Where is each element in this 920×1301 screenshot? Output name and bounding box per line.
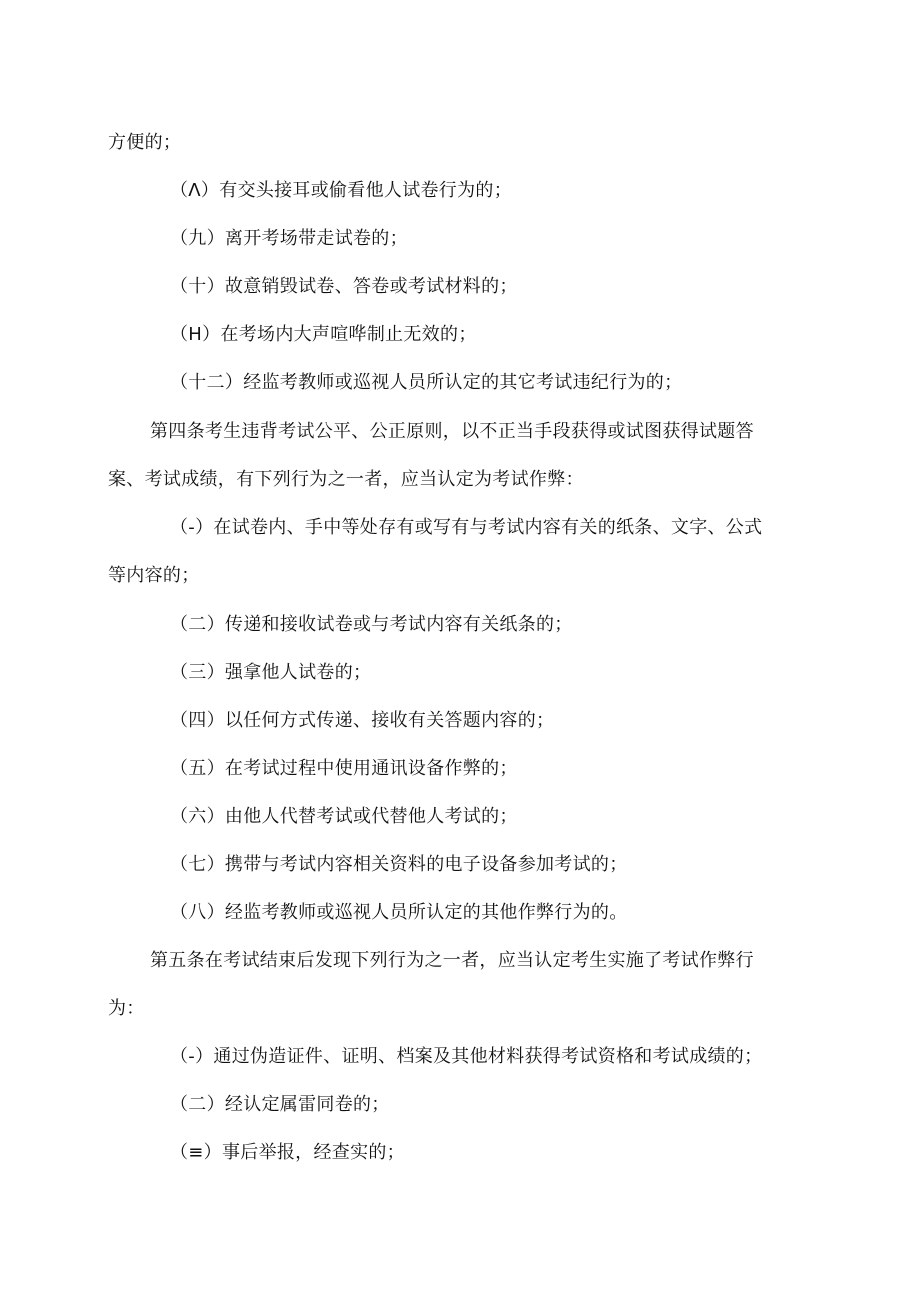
list-item: （六）由他人代替考试或代替他人考试的； [170,806,518,827]
list-item: （七）携带与考试内容相关资料的电子设备参加考试的； [170,854,628,875]
text-line: 为： [108,998,145,1019]
list-item: （八）经监考教师或巡视人员所认定的其他作弊行为的。 [170,902,628,923]
list-item: （九）离开考场带走试卷的； [170,228,408,249]
article-five-paragraph: 第五条在考试结束后发现下列行为之一者，应当认定考生实施了考试作弊行 [150,950,754,971]
list-item: （十）故意销毁试卷、答卷或考试材料的； [170,276,518,297]
list-item: （-）在试卷内、手中等处存有或写有与考试内容有关的纸条、文字、公式 [170,517,763,538]
text-line: 等内容的； [108,565,200,586]
list-item: （H）在考场内大声喧哗制止无效的； [170,324,477,345]
list-item: （四）以任何方式传递、接收有关答题内容的； [170,710,555,731]
list-item: （二）传递和接收试卷或与考试内容有关纸条的； [170,614,573,635]
list-item: （三）强拿他人试卷的； [170,662,372,683]
list-item: （五）在考试过程中使用通讯设备作弊的； [170,758,518,779]
text-line: 案、考试成绩，有下列行为之一者，应当认定为考试作弊： [108,469,584,490]
list-item: （-）通过伪造证件、证明、档案及其他材料获得考试资格和考试成绩的； [170,1046,763,1067]
list-item: （二）经认定属雷同卷的； [170,1094,390,1115]
list-item: （≡）事后举报，经查实的； [170,1142,405,1163]
list-item: （Λ）有交头接耳或偷看他人试卷行为的； [170,180,513,201]
text-line: 方便的； [108,132,182,153]
article-four-paragraph: 第四条考生违背考试公平、公正原则，以不正当手段获得或试图获得试题答 [150,421,754,442]
list-item: （十二）经监考教师或巡视人员所认定的其它考试违纪行为的； [170,372,683,393]
